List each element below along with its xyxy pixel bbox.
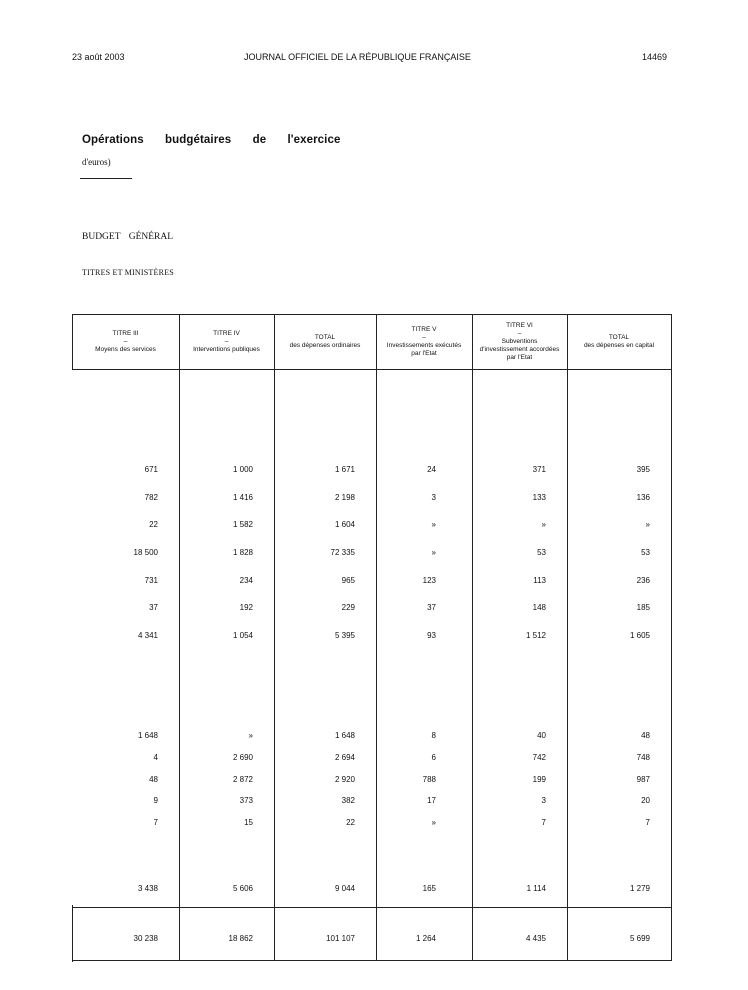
column-header-line2: – [123, 338, 128, 345]
column-header [567, 315, 671, 369]
table-cell: 8 [431, 731, 436, 740]
table-cell: 18 500 [133, 548, 158, 557]
table-cell: 742 [532, 753, 546, 762]
table-cell: 2 690 [232, 753, 253, 762]
table-cell: 17 [427, 796, 436, 805]
column-header-line1: TOTAL [314, 334, 336, 341]
table-cell: 671 [144, 465, 158, 474]
table-cell: 3 [541, 796, 546, 805]
header-journal-title: JOURNAL OFFICIEL DE LA RÉPUBLIQUE FRANÇAISE [244, 52, 471, 62]
table-cell: 7 [153, 818, 158, 827]
table-cell: 2 872 [232, 775, 253, 784]
table-cell: 185 [636, 603, 650, 612]
page-title: Opérations budgétaires de l'exercice [82, 134, 341, 146]
total-cell: 4 435 [525, 934, 546, 943]
column-header-line2: – [422, 334, 426, 341]
table-cell: » [431, 548, 436, 557]
column-divider [376, 315, 377, 960]
table-cell: 3 438 [137, 884, 158, 893]
table-cell: 22 [149, 520, 158, 529]
table-cell: 1 279 [629, 884, 650, 893]
table-cell: 371 [532, 465, 546, 474]
table-cell: 9 044 [334, 884, 355, 893]
table-cell: 48 [641, 731, 650, 740]
column-header-line3: Moyens des services [95, 346, 156, 353]
column-header-line1: TITRE IV [213, 330, 240, 337]
table-cell: 4 [153, 753, 158, 762]
table-cell: 9 [153, 796, 158, 805]
table-left-border [72, 905, 73, 962]
section-heading-titres: TITRES ET MINISTÈRES [82, 268, 174, 277]
table-cell: 1 582 [232, 520, 253, 529]
table-cell: 782 [144, 493, 158, 502]
column-header-line1: TITRE III [112, 330, 139, 337]
table-cell: 1 671 [334, 465, 355, 474]
table-cell: 1 416 [232, 493, 253, 502]
column-header-line2: – [517, 330, 522, 337]
total-cell: 18 862 [228, 934, 253, 943]
column-header-line3: Investissements exécutés par l'Etat [386, 342, 462, 357]
total-divider [72, 907, 671, 908]
table-cell: 22 [346, 818, 355, 827]
header-page-number: 14469 [642, 52, 668, 62]
table-cell: 987 [636, 775, 650, 784]
table-cell: 136 [636, 493, 650, 502]
column-header [472, 315, 567, 369]
section-heading-budget: BUDGET GÉNÉRAL [82, 232, 174, 242]
table-cell: 1 000 [232, 465, 253, 474]
column-header [376, 315, 472, 369]
table-cell: 1 512 [525, 631, 546, 640]
page-subtitle: d'euros) [82, 157, 111, 167]
table-cell: 53 [641, 548, 650, 557]
table-cell: 788 [422, 775, 436, 784]
table-cell: 1 605 [629, 631, 650, 640]
table-cell: 2 920 [334, 775, 355, 784]
table-cell: 2 198 [334, 493, 355, 502]
table-cell: 1 604 [334, 520, 355, 529]
column-header-line2: – [224, 338, 229, 345]
total-cell: 101 107 [326, 934, 355, 943]
table-cell: » [431, 818, 436, 827]
table-cell: » [541, 520, 546, 529]
table-cell: 1 648 [334, 731, 355, 740]
table-cell: 20 [641, 796, 650, 805]
table-cell: 53 [537, 548, 546, 557]
table-cell: 5 606 [232, 884, 253, 893]
table-cell: 37 [149, 603, 158, 612]
table-cell: 731 [144, 576, 158, 585]
table-cell: 93 [427, 631, 436, 640]
table-cell: 748 [636, 753, 650, 762]
column-divider [567, 315, 568, 960]
table-cell: 1 828 [232, 548, 253, 557]
table-cell: 40 [537, 731, 546, 740]
table-cell: 72 335 [330, 548, 355, 557]
column-divider [274, 315, 275, 960]
column-divider [179, 315, 180, 960]
table-cell: 37 [427, 603, 436, 612]
table-cell: 199 [532, 775, 546, 784]
table-cell: 395 [636, 465, 650, 474]
table-cell: 373 [239, 796, 253, 805]
table-cell: 48 [149, 775, 158, 784]
title-rule [80, 178, 132, 179]
total-cell: 5 699 [629, 934, 650, 943]
table-cell: 15 [244, 818, 253, 827]
header-date: 23 août 2003 [72, 52, 125, 62]
header-divider [72, 369, 671, 370]
table-cell: 229 [341, 603, 355, 612]
table-cell: 7 [645, 818, 650, 827]
column-header-line1: TITRE VI [506, 322, 533, 329]
table-cell: 236 [636, 576, 650, 585]
table-cell: 4 341 [137, 631, 158, 640]
column-header [72, 315, 179, 369]
table-cell: 123 [422, 576, 436, 585]
table-cell: 7 [541, 818, 546, 827]
total-cell: 1 264 [415, 934, 436, 943]
column-header-line3: Interventions publiques [193, 346, 260, 353]
table-cell: 1 648 [137, 731, 158, 740]
table-cell: 5 395 [334, 631, 355, 640]
column-header-line1: TITRE V [411, 326, 437, 333]
total-cell: 30 238 [133, 934, 158, 943]
table-cell: 382 [341, 796, 355, 805]
table-cell: 24 [427, 465, 436, 474]
budget-table [72, 314, 672, 961]
column-header-line1: TOTAL [608, 334, 630, 341]
table-cell: 165 [422, 884, 436, 893]
table-cell: 6 [431, 753, 436, 762]
table-cell: 1 114 [526, 884, 546, 893]
table-cell: 148 [532, 603, 546, 612]
table-cell: 113 [533, 576, 546, 585]
column-header [179, 315, 274, 369]
table-cell: 192 [239, 603, 253, 612]
table-cell: 965 [341, 576, 355, 585]
table-cell: » [431, 520, 436, 529]
column-header-line3: des dépenses en capital [583, 342, 655, 349]
table-cell: » [645, 520, 650, 529]
table-cell: 133 [532, 493, 546, 502]
column-header-line3: des dépenses ordinaires [289, 342, 361, 349]
column-header-line3: Subventions d'investissement accordées par l'Etat [479, 338, 560, 361]
column-header [274, 315, 376, 369]
table-cell: 1 054 [232, 631, 253, 640]
column-divider [472, 315, 473, 960]
table-cell: » [248, 731, 253, 740]
table-cell: 2 694 [334, 753, 355, 762]
table-cell: 3 [431, 493, 436, 502]
table-cell: 234 [239, 576, 253, 585]
